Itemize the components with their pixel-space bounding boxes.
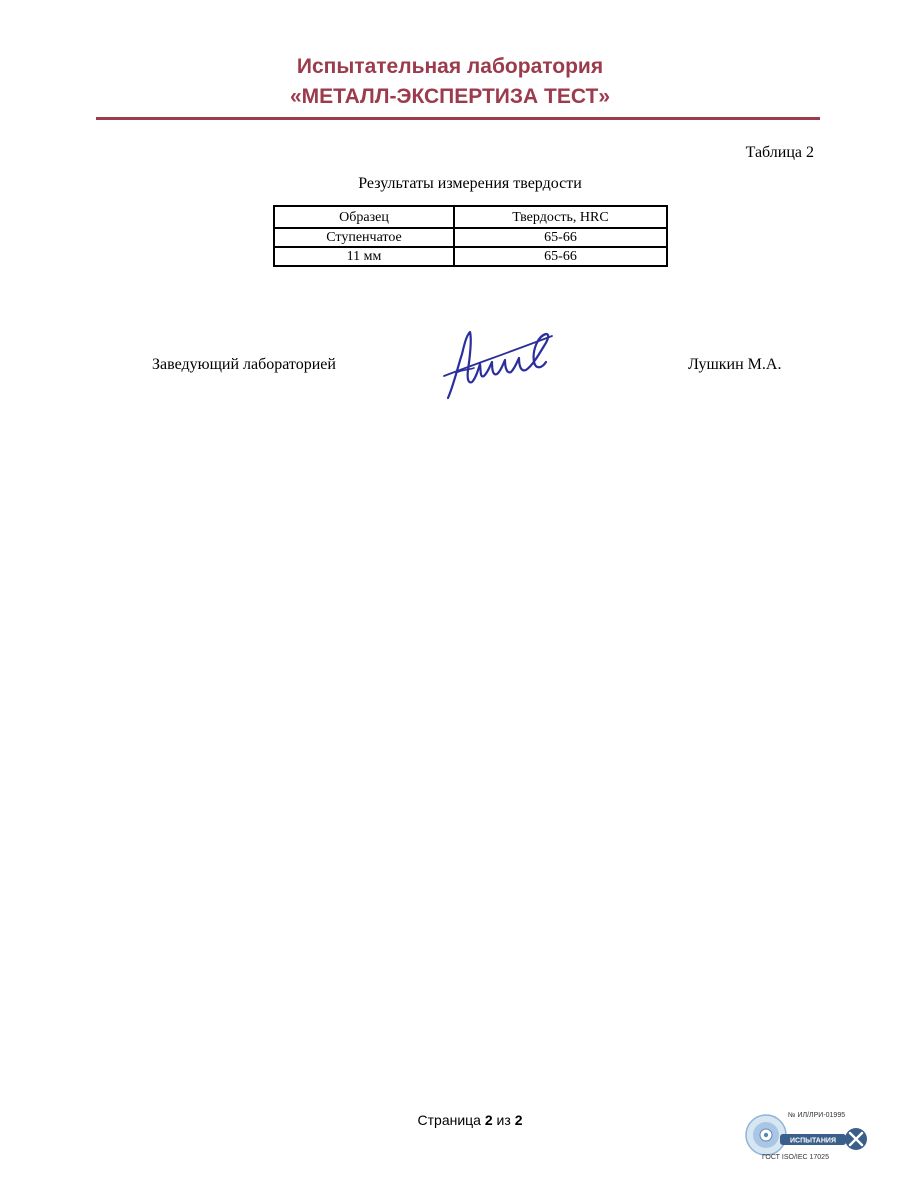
accreditation-label: ИСПЫТАНИЯ bbox=[790, 1137, 836, 1145]
table-header-row bbox=[274, 206, 667, 228]
column-header-sample: Образец bbox=[274, 206, 454, 228]
table-title: Результаты измерения твердости bbox=[358, 175, 582, 192]
page-word: Страница bbox=[417, 1112, 481, 1128]
page-total: 2 bbox=[514, 1112, 523, 1128]
lab-header-line1: Испытательная лаборатория bbox=[296, 55, 604, 78]
header-divider bbox=[96, 117, 820, 120]
hardness-results-table bbox=[273, 205, 668, 267]
signatory-name: Лушкин М.А. bbox=[688, 356, 782, 373]
lab-header bbox=[0, 52, 900, 112]
accreditation-standard: ГОСТ ISO/IEC 17025 bbox=[762, 1154, 829, 1161]
signatory-role: Заведующий лабораторией bbox=[152, 356, 336, 373]
page-current: 2 bbox=[484, 1112, 493, 1128]
table-row bbox=[274, 228, 667, 247]
accreditation-number: № ИЛ/ЛРИ-01995 bbox=[788, 1112, 846, 1119]
column-header-hardness: Твердость, HRC bbox=[454, 206, 667, 228]
lab-header-line2: «МЕТАЛЛ-ЭКСПЕРТИЗА ТЕСТ» bbox=[289, 85, 611, 108]
hardness-cell: 65-66 bbox=[454, 228, 667, 247]
handwritten-signature bbox=[440, 326, 558, 402]
page-of: из bbox=[496, 1112, 511, 1128]
sample-cell: 11 мм bbox=[274, 247, 454, 266]
sample-cell: Ступенчатое bbox=[274, 228, 454, 247]
accreditation-seal-icon bbox=[744, 1104, 874, 1166]
table-row bbox=[274, 247, 667, 266]
table-number: Таблица 2 bbox=[745, 144, 814, 161]
hardness-cell: 65-66 bbox=[454, 247, 667, 266]
